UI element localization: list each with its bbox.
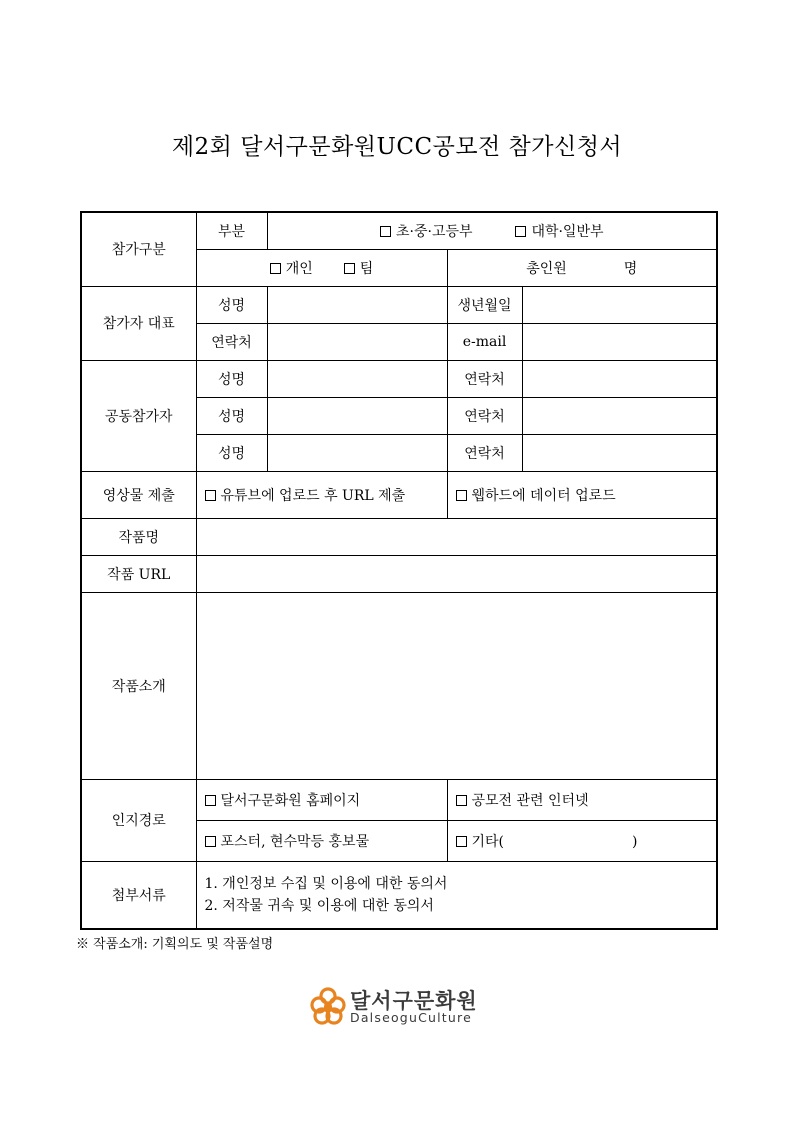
co-name-field[interactable] (267, 397, 447, 434)
footnote: ※ 작품소개: 기획의도 및 작품설명 (76, 937, 274, 952)
checkbox-icon (456, 836, 467, 847)
rep-birth-label: 생년월일 (447, 286, 522, 323)
submission-webhard-checkbox[interactable]: 웹하드에 데이터 업로드 (447, 471, 717, 518)
co-contact-label: 연락처 (447, 397, 522, 434)
awareness-other-checkbox[interactable]: 기타( ) (447, 820, 717, 861)
checkbox-icon (456, 795, 467, 806)
co-name-label: 성명 (196, 397, 267, 434)
co-name-field[interactable] (267, 434, 447, 471)
application-form (80, 211, 718, 930)
category-label: 참가구분 (81, 212, 196, 286)
checkbox-icon (205, 490, 216, 501)
total-unit: 명 (623, 260, 638, 277)
checkbox-icon (344, 263, 355, 274)
rep-contact-field[interactable] (267, 323, 447, 360)
division-label: 부분 (196, 212, 267, 249)
rep-email-label: e-mail (447, 323, 522, 360)
division-university-checkbox[interactable]: 대학·일반부 (515, 224, 603, 240)
work-url-field[interactable] (196, 555, 717, 592)
checkbox-icon (515, 226, 526, 237)
submission-youtube-checkbox[interactable]: 유튜브에 업로드 후 URL 제출 (196, 471, 447, 518)
awareness-internet-checkbox[interactable]: 공모전 관련 인터넷 (447, 779, 717, 820)
rep-email-field[interactable] (522, 323, 717, 360)
page-title: 제2회 달서구문화원UCC공모전 참가신청서 (171, 134, 623, 160)
work-title-label: 작품명 (81, 518, 196, 555)
checkbox-icon (270, 263, 281, 274)
division-options (267, 212, 717, 249)
rep-birth-field[interactable] (522, 286, 717, 323)
awareness-poster-checkbox[interactable]: 포스터, 현수막등 홍보물 (196, 820, 447, 861)
awareness-label: 인지경로 (81, 779, 196, 861)
co-name-label: 성명 (196, 434, 267, 471)
co-contact-field[interactable] (522, 397, 717, 434)
co-name-field[interactable] (267, 360, 447, 397)
attachments-label: 첨부서류 (81, 861, 196, 929)
submission-label: 영상물 제출 (81, 471, 196, 518)
logo (309, 986, 499, 1030)
checkbox-icon (380, 226, 391, 237)
type-options (196, 249, 447, 286)
division-elementary-checkbox[interactable]: 초·중·고등부 (380, 224, 473, 240)
work-intro-field[interactable] (196, 592, 717, 779)
rep-contact-label: 연락처 (196, 323, 267, 360)
logo-korean-text: 달서구문화원 (350, 989, 478, 1013)
attachments-list (196, 861, 717, 929)
checkbox-icon (205, 795, 216, 806)
co-contact-label: 연락처 (447, 360, 522, 397)
rep-name-label: 성명 (196, 286, 267, 323)
type-individual-checkbox[interactable]: 개인 (270, 261, 313, 277)
awareness-homepage-checkbox[interactable]: 달서구문화원 홈페이지 (196, 779, 447, 820)
co-contact-label: 연락처 (447, 434, 522, 471)
checkbox-icon (456, 490, 467, 501)
rep-name-field[interactable] (267, 286, 447, 323)
work-title-field[interactable] (196, 518, 717, 555)
attachment-item: 1. 개인정보 수집 및 이용에 대한 동의서 (204, 875, 448, 892)
co-contact-field[interactable] (522, 434, 717, 471)
total-label: 총인원 (526, 260, 567, 277)
representative-label: 참가자 대표 (81, 286, 196, 360)
total-members-field[interactable] (447, 249, 717, 286)
co-name-label: 성명 (196, 360, 267, 397)
logo-english-text: DalseoguCulture (350, 1010, 472, 1025)
flower-emblem-icon (309, 986, 347, 1026)
co-participants-label: 공동참가자 (81, 360, 196, 471)
co-contact-field[interactable] (522, 360, 717, 397)
checkbox-icon (205, 836, 216, 847)
work-intro-label: 작품소개 (81, 592, 196, 779)
attachment-item: 2. 저작물 귀속 및 이용에 대한 동의서 (204, 897, 434, 914)
work-url-label: 작품 URL (81, 555, 196, 592)
type-team-checkbox[interactable]: 팀 (344, 261, 374, 277)
